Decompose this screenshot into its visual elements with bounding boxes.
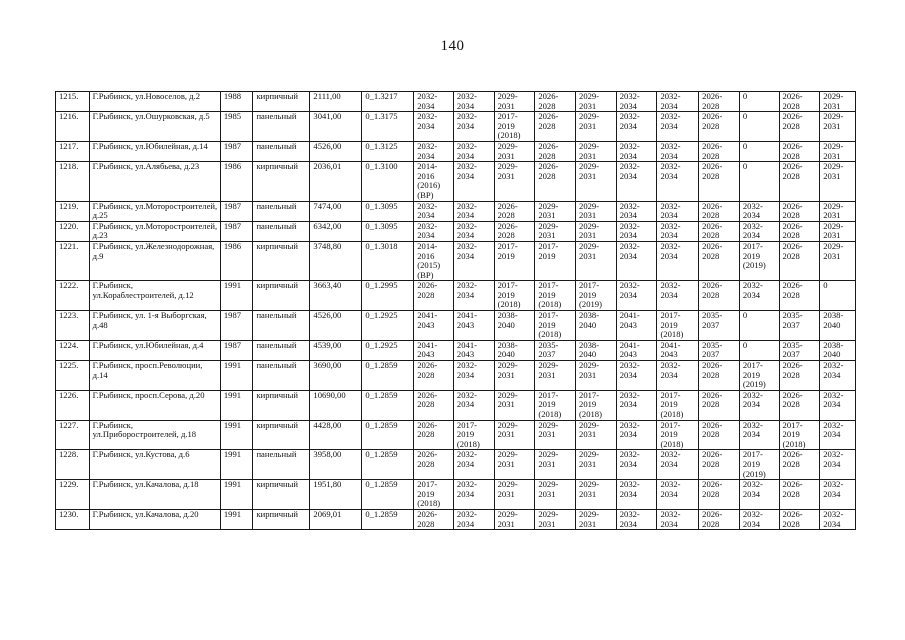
period-cell-1: 2041- 2043 (414, 311, 454, 341)
period-cell-10: 2026- 2028 (779, 509, 820, 529)
year-cell: 1988 (220, 92, 253, 112)
period-cell-11: 2029- 2031 (820, 201, 856, 221)
period-cell-1: 2026- 2028 (414, 509, 454, 529)
material-cell: кирпичный (253, 162, 310, 201)
area-cell: 3041,00 (310, 112, 362, 142)
address-cell: Г.Рыбинск, ул.Новоселов, д.2 (89, 92, 220, 112)
period-cell-2: 2032- 2034 (453, 221, 494, 241)
period-cell-2: 2032- 2034 (453, 112, 494, 142)
index-cell: 0_1.2859 (362, 420, 414, 450)
period-cell-6: 2032- 2034 (616, 162, 657, 201)
period-cell-10: 2026- 2028 (779, 201, 820, 221)
address-cell: Г.Рыбинск, ул.Юбилейная, д.14 (89, 141, 220, 161)
year-cell: 1987 (220, 311, 253, 341)
index-cell: 0_1.2925 (362, 340, 414, 360)
period-cell-9: 2032- 2034 (739, 509, 779, 529)
period-cell-3: 2029- 2031 (494, 141, 535, 161)
address-cell: Г.Рыбинск, ул.Качалова, д.20 (89, 509, 220, 529)
period-cell-11: 2038- 2040 (820, 311, 856, 341)
row-number-cell: 1216. (56, 112, 90, 142)
period-cell-2: 2032- 2034 (453, 141, 494, 161)
period-cell-6: 2032- 2034 (616, 361, 657, 391)
index-cell: 0_1.3095 (362, 221, 414, 241)
period-cell-9: 2017- 2019 (2019) (739, 361, 779, 391)
area-cell: 4428,00 (310, 420, 362, 450)
index-cell: 0_1.3100 (362, 162, 414, 201)
period-cell-7: 2032- 2034 (657, 241, 699, 280)
index-cell: 0_1.2859 (362, 361, 414, 391)
period-cell-3: 2029- 2031 (494, 420, 535, 450)
period-cell-6: 2032- 2034 (616, 221, 657, 241)
period-cell-11: 2029- 2031 (820, 221, 856, 241)
period-cell-1: 2032- 2034 (414, 141, 454, 161)
period-cell-3: 2029- 2031 (494, 480, 535, 510)
table-body (56, 92, 856, 530)
material-cell: панельный (253, 340, 310, 360)
period-cell-6: 2041- 2043 (616, 340, 657, 360)
index-cell: 0_1.2859 (362, 480, 414, 510)
period-cell-9: 2017- 2019 (2019) (739, 450, 779, 480)
period-cell-8: 2026- 2028 (699, 420, 740, 450)
period-cell-4: 2029- 2031 (535, 450, 576, 480)
period-cell-4: 2026- 2028 (535, 141, 576, 161)
period-cell-8: 2026- 2028 (699, 241, 740, 280)
row-number-cell: 1228. (56, 450, 90, 480)
period-cell-1: 2014- 2016 (2016) (ВР) (414, 162, 454, 201)
period-cell-2: 2032- 2034 (453, 361, 494, 391)
period-cell-1: 2026- 2028 (414, 361, 454, 391)
period-cell-8: 2026- 2028 (699, 480, 740, 510)
period-cell-2: 2032- 2034 (453, 390, 494, 420)
material-cell: панельный (253, 361, 310, 391)
period-cell-8: 2026- 2028 (699, 141, 740, 161)
row-number-cell: 1224. (56, 340, 90, 360)
period-cell-11: 2032- 2034 (820, 509, 856, 529)
period-cell-4: 2029- 2031 (535, 201, 576, 221)
table-row (56, 509, 856, 529)
address-cell: Г.Рыбинск, ул.Моторостроителей, д.25 (89, 201, 220, 221)
material-cell: кирпичный (253, 241, 310, 280)
table-row (56, 141, 856, 161)
period-cell-1: 2017- 2019 (2018) (414, 480, 454, 510)
material-cell: кирпичный (253, 92, 310, 112)
period-cell-3: 2017- 2019 (2018) (494, 281, 535, 311)
period-cell-9: 2032- 2034 (739, 201, 779, 221)
period-cell-6: 2041- 2043 (616, 311, 657, 341)
period-cell-1: 2041- 2043 (414, 340, 454, 360)
period-cell-10: 2026- 2028 (779, 112, 820, 142)
period-cell-5: 2029- 2031 (576, 450, 617, 480)
period-cell-10: 2026- 2028 (779, 162, 820, 201)
row-number-cell: 1221. (56, 241, 90, 280)
period-cell-11: 2029- 2031 (820, 92, 856, 112)
period-cell-1: 2026- 2028 (414, 390, 454, 420)
period-cell-8: 2026- 2028 (699, 450, 740, 480)
period-cell-6: 2032- 2034 (616, 92, 657, 112)
period-cell-10: 2035- 2037 (779, 340, 820, 360)
period-cell-4: 2035- 2037 (535, 340, 576, 360)
period-cell-3: 2029- 2031 (494, 92, 535, 112)
period-cell-2: 2032- 2034 (453, 162, 494, 201)
period-cell-4: 2017- 2019 (2018) (535, 281, 576, 311)
row-number-cell: 1222. (56, 281, 90, 311)
period-cell-8: 2035- 2037 (699, 340, 740, 360)
period-cell-3: 2029- 2031 (494, 450, 535, 480)
area-cell: 3663,40 (310, 281, 362, 311)
year-cell: 1991 (220, 281, 253, 311)
area-cell: 2111,00 (310, 92, 362, 112)
period-cell-11: 2038- 2040 (820, 340, 856, 360)
area-cell: 4526,00 (310, 141, 362, 161)
row-number-cell: 1218. (56, 162, 90, 201)
period-cell-11: 2032- 2034 (820, 390, 856, 420)
index-cell: 0_1.2859 (362, 390, 414, 420)
period-cell-7: 2032- 2034 (657, 201, 699, 221)
period-cell-9: 0 (739, 311, 779, 341)
index-cell: 0_1.3217 (362, 92, 414, 112)
year-cell: 1987 (220, 221, 253, 241)
period-cell-3: 2029- 2031 (494, 162, 535, 201)
period-cell-6: 2032- 2034 (616, 450, 657, 480)
period-cell-11: 2032- 2034 (820, 420, 856, 450)
address-cell: Г.Рыбинск, ул.Кораблестроителей, д.12 (89, 281, 220, 311)
period-cell-4: 2029- 2031 (535, 509, 576, 529)
period-cell-11: 2032- 2034 (820, 450, 856, 480)
period-cell-4: 2029- 2031 (535, 480, 576, 510)
address-cell: Г.Рыбинск, ул.Юбилейная, д.4 (89, 340, 220, 360)
period-cell-5: 2029- 2031 (576, 509, 617, 529)
material-cell: кирпичный (253, 509, 310, 529)
period-cell-8: 2026- 2028 (699, 390, 740, 420)
period-cell-1: 2032- 2034 (414, 221, 454, 241)
period-cell-2: 2017- 2019 (2018) (453, 420, 494, 450)
table-row (56, 480, 856, 510)
period-cell-10: 2026- 2028 (779, 450, 820, 480)
period-cell-7: 2032- 2034 (657, 480, 699, 510)
row-number-cell: 1217. (56, 141, 90, 161)
period-cell-7: 2032- 2034 (657, 162, 699, 201)
address-cell: Г.Рыбинск, ул.Алябьева, д.23 (89, 162, 220, 201)
period-cell-4: 2026- 2028 (535, 112, 576, 142)
index-cell: 0_1.3175 (362, 112, 414, 142)
row-number-cell: 1223. (56, 311, 90, 341)
period-cell-6: 2032- 2034 (616, 141, 657, 161)
area-cell: 1951,80 (310, 480, 362, 510)
area-cell: 3958,00 (310, 450, 362, 480)
period-cell-10: 2026- 2028 (779, 281, 820, 311)
area-cell: 7474,00 (310, 201, 362, 221)
index-cell: 0_1.3018 (362, 241, 414, 280)
period-cell-10: 2026- 2028 (779, 361, 820, 391)
area-cell: 2069,01 (310, 509, 362, 529)
area-cell: 10690,00 (310, 390, 362, 420)
period-cell-3: 2017- 2019 (494, 241, 535, 280)
period-cell-6: 2032- 2034 (616, 112, 657, 142)
period-cell-5: 2029- 2031 (576, 162, 617, 201)
period-cell-5: 2038- 2040 (576, 311, 617, 341)
period-cell-6: 2032- 2034 (616, 201, 657, 221)
period-cell-5: 2029- 2031 (576, 241, 617, 280)
period-cell-1: 2026- 2028 (414, 420, 454, 450)
material-cell: панельный (253, 450, 310, 480)
period-cell-6: 2032- 2034 (616, 480, 657, 510)
period-cell-11: 0 (820, 281, 856, 311)
year-cell: 1987 (220, 340, 253, 360)
period-cell-7: 2041- 2043 (657, 340, 699, 360)
period-cell-8: 2035- 2037 (699, 311, 740, 341)
row-number-cell: 1226. (56, 390, 90, 420)
period-cell-4: 2026- 2028 (535, 162, 576, 201)
period-cell-9: 2032- 2034 (739, 420, 779, 450)
period-cell-1: 2026- 2028 (414, 281, 454, 311)
year-cell: 1986 (220, 162, 253, 201)
period-cell-9: 0 (739, 162, 779, 201)
page-number: 140 (440, 38, 465, 54)
period-cell-11: 2029- 2031 (820, 141, 856, 161)
housing-registry-table (55, 91, 856, 530)
period-cell-8: 2026- 2028 (699, 221, 740, 241)
address-cell: Г.Рыбинск, ул.Приборостроителей, д.18 (89, 420, 220, 450)
period-cell-10: 2026- 2028 (779, 480, 820, 510)
index-cell: 0_1.2859 (362, 450, 414, 480)
period-cell-4: 2017- 2019 (535, 241, 576, 280)
material-cell: панельный (253, 221, 310, 241)
period-cell-9: 2017- 2019 (2019) (739, 241, 779, 280)
period-cell-2: 2032- 2034 (453, 450, 494, 480)
table-row (56, 162, 856, 201)
material-cell: панельный (253, 141, 310, 161)
period-cell-5: 2029- 2031 (576, 361, 617, 391)
index-cell: 0_1.3095 (362, 201, 414, 221)
period-cell-1: 2032- 2034 (414, 112, 454, 142)
year-cell: 1986 (220, 241, 253, 280)
table-row (56, 112, 856, 142)
period-cell-7: 2032- 2034 (657, 281, 699, 311)
period-cell-2: 2041- 2043 (453, 340, 494, 360)
period-cell-10: 2026- 2028 (779, 390, 820, 420)
period-cell-4: 2029- 2031 (535, 420, 576, 450)
address-cell: Г.Рыбинск, ул.Кустова, д.6 (89, 450, 220, 480)
material-cell: кирпичный (253, 281, 310, 311)
period-cell-2: 2032- 2034 (453, 281, 494, 311)
year-cell: 1991 (220, 509, 253, 529)
table-row (56, 450, 856, 480)
period-cell-11: 2032- 2034 (820, 361, 856, 391)
period-cell-7: 2017- 2019 (2018) (657, 390, 699, 420)
material-cell: панельный (253, 311, 310, 341)
period-cell-10: 2026- 2028 (779, 92, 820, 112)
table-row (56, 420, 856, 450)
period-cell-7: 2017- 2019 (2018) (657, 420, 699, 450)
period-cell-7: 2032- 2034 (657, 92, 699, 112)
period-cell-8: 2026- 2028 (699, 92, 740, 112)
period-cell-7: 2017- 2019 (2018) (657, 311, 699, 341)
period-cell-7: 2032- 2034 (657, 221, 699, 241)
period-cell-1: 2026- 2028 (414, 450, 454, 480)
period-cell-11: 2032- 2034 (820, 480, 856, 510)
area-cell: 4526,00 (310, 311, 362, 341)
table-row (56, 92, 856, 112)
period-cell-2: 2032- 2034 (453, 241, 494, 280)
period-cell-2: 2032- 2034 (453, 201, 494, 221)
period-cell-11: 2029- 2031 (820, 162, 856, 201)
period-cell-3: 2038- 2040 (494, 340, 535, 360)
period-cell-5: 2029- 2031 (576, 480, 617, 510)
index-cell: 0_1.2859 (362, 509, 414, 529)
address-cell: Г.Рыбинск, ул.Качалова, д.18 (89, 480, 220, 510)
table-row (56, 340, 856, 360)
period-cell-11: 2029- 2031 (820, 112, 856, 142)
year-cell: 1985 (220, 112, 253, 142)
period-cell-9: 2032- 2034 (739, 480, 779, 510)
period-cell-4: 2029- 2031 (535, 361, 576, 391)
period-cell-10: 2026- 2028 (779, 141, 820, 161)
period-cell-7: 2032- 2034 (657, 509, 699, 529)
period-cell-1: 2032- 2034 (414, 201, 454, 221)
year-cell: 1991 (220, 390, 253, 420)
row-number-cell: 1229. (56, 480, 90, 510)
material-cell: кирпичный (253, 480, 310, 510)
period-cell-5: 2029- 2031 (576, 112, 617, 142)
year-cell: 1991 (220, 361, 253, 391)
period-cell-5: 2029- 2031 (576, 201, 617, 221)
period-cell-8: 2026- 2028 (699, 281, 740, 311)
material-cell: кирпичный (253, 420, 310, 450)
period-cell-5: 2017- 2019 (2018) (576, 390, 617, 420)
period-cell-8: 2026- 2028 (699, 361, 740, 391)
index-cell: 0_1.2995 (362, 281, 414, 311)
table-row (56, 361, 856, 391)
address-cell: Г.Рыбинск, ул.Моторостроителей, д.23 (89, 221, 220, 241)
period-cell-4: 2017- 2019 (2018) (535, 390, 576, 420)
year-cell: 1987 (220, 201, 253, 221)
year-cell: 1991 (220, 480, 253, 510)
period-cell-10: 2026- 2028 (779, 221, 820, 241)
period-cell-10: 2026- 2028 (779, 241, 820, 280)
period-cell-2: 2041- 2043 (453, 311, 494, 341)
year-cell: 1991 (220, 420, 253, 450)
material-cell: кирпичный (253, 390, 310, 420)
period-cell-3: 2029- 2031 (494, 361, 535, 391)
material-cell: панельный (253, 201, 310, 221)
period-cell-2: 2032- 2034 (453, 92, 494, 112)
period-cell-7: 2032- 2034 (657, 361, 699, 391)
address-cell: Г.Рыбинск, ул. 1-я Выборгская, д.48 (89, 311, 220, 341)
table-row (56, 241, 856, 280)
period-cell-3: 2017- 2019 (2018) (494, 112, 535, 142)
year-cell: 1987 (220, 141, 253, 161)
area-cell: 4539,00 (310, 340, 362, 360)
area-cell: 2036,01 (310, 162, 362, 201)
period-cell-9: 0 (739, 340, 779, 360)
area-cell: 3748,80 (310, 241, 362, 280)
area-cell: 3690,00 (310, 361, 362, 391)
period-cell-8: 2026- 2028 (699, 112, 740, 142)
table-row (56, 201, 856, 221)
table-row (56, 281, 856, 311)
period-cell-9: 2032- 2034 (739, 281, 779, 311)
period-cell-7: 2032- 2034 (657, 141, 699, 161)
address-cell: Г.Рыбинск, просп.Революции, д.14 (89, 361, 220, 391)
period-cell-6: 2032- 2034 (616, 281, 657, 311)
period-cell-5: 2029- 2031 (576, 141, 617, 161)
row-number-cell: 1227. (56, 420, 90, 450)
address-cell: Г.Рыбинск, ул.Ошурковская, д.5 (89, 112, 220, 142)
row-number-cell: 1220. (56, 221, 90, 241)
period-cell-2: 2032- 2034 (453, 480, 494, 510)
address-cell: Г.Рыбинск, ул.Железнодорожная, д.9 (89, 241, 220, 280)
period-cell-7: 2032- 2034 (657, 112, 699, 142)
period-cell-9: 0 (739, 92, 779, 112)
period-cell-4: 2026- 2028 (535, 92, 576, 112)
table-row (56, 221, 856, 241)
area-cell: 6342,00 (310, 221, 362, 241)
year-cell: 1991 (220, 450, 253, 480)
period-cell-2: 2032- 2034 (453, 509, 494, 529)
period-cell-5: 2038- 2040 (576, 340, 617, 360)
period-cell-6: 2032- 2034 (616, 390, 657, 420)
period-cell-7: 2032- 2034 (657, 450, 699, 480)
period-cell-4: 2017- 2019 (2018) (535, 311, 576, 341)
period-cell-5: 2029- 2031 (576, 221, 617, 241)
period-cell-1: 2014- 2016 (2015) (ВР) (414, 241, 454, 280)
address-cell: Г.Рыбинск, просп.Серова, д.20 (89, 390, 220, 420)
period-cell-10: 2035- 2037 (779, 311, 820, 341)
index-cell: 0_1.3125 (362, 141, 414, 161)
period-cell-3: 2026- 2028 (494, 221, 535, 241)
row-number-cell: 1215. (56, 92, 90, 112)
period-cell-8: 2026- 2028 (699, 162, 740, 201)
period-cell-6: 2032- 2034 (616, 241, 657, 280)
period-cell-3: 2026- 2028 (494, 201, 535, 221)
period-cell-6: 2032- 2034 (616, 420, 657, 450)
table-row (56, 311, 856, 341)
period-cell-8: 2026- 2028 (699, 201, 740, 221)
period-cell-9: 0 (739, 141, 779, 161)
row-number-cell: 1230. (56, 509, 90, 529)
period-cell-8: 2026- 2028 (699, 509, 740, 529)
row-number-cell: 1225. (56, 361, 90, 391)
period-cell-6: 2032- 2034 (616, 509, 657, 529)
period-cell-5: 2029- 2031 (576, 92, 617, 112)
period-cell-5: 2029- 2031 (576, 420, 617, 450)
period-cell-3: 2038- 2040 (494, 311, 535, 341)
period-cell-9: 0 (739, 112, 779, 142)
material-cell: панельный (253, 112, 310, 142)
period-cell-1: 2032- 2034 (414, 92, 454, 112)
period-cell-3: 2029- 2031 (494, 509, 535, 529)
period-cell-3: 2029- 2031 (494, 390, 535, 420)
index-cell: 0_1.2925 (362, 311, 414, 341)
period-cell-4: 2029- 2031 (535, 221, 576, 241)
period-cell-10: 2017- 2019 (2018) (779, 420, 820, 450)
period-cell-9: 2032- 2034 (739, 390, 779, 420)
period-cell-5: 2017- 2019 (2019) (576, 281, 617, 311)
period-cell-11: 2029- 2031 (820, 241, 856, 280)
row-number-cell: 1219. (56, 201, 90, 221)
period-cell-9: 2032- 2034 (739, 221, 779, 241)
table-row (56, 390, 856, 420)
